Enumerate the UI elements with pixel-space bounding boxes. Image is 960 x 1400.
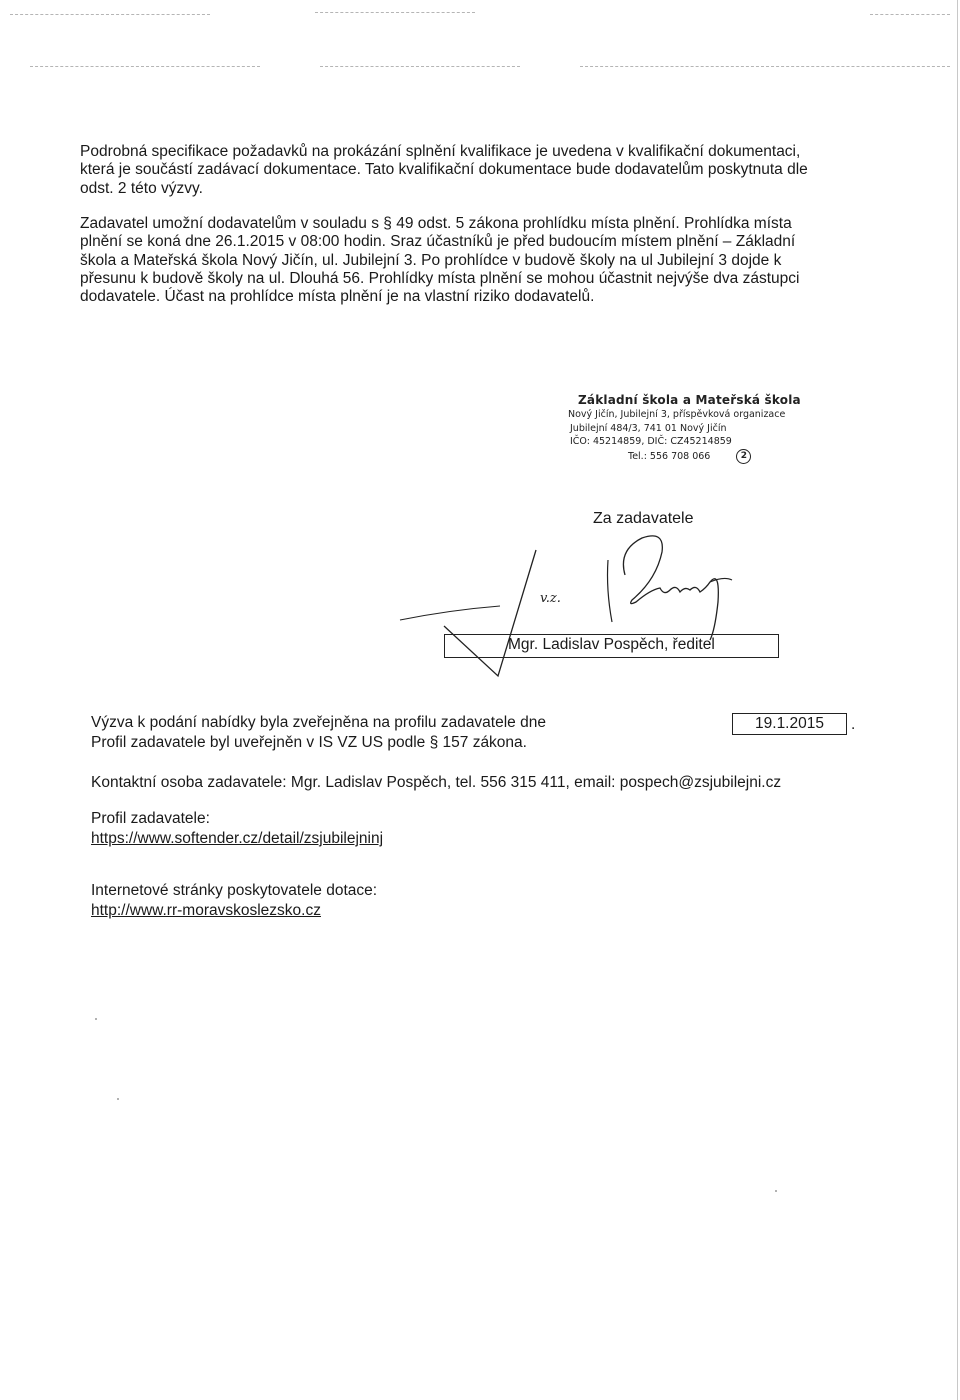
stamp-line-phone xyxy=(568,449,828,464)
school-stamp xyxy=(568,392,828,464)
site-visit-paragraph xyxy=(80,215,840,306)
stamp-line-organization: Nový Jičín, Jubilejní 3, příspěvková organizace xyxy=(568,409,786,420)
scan-artifact-top-5 xyxy=(320,66,520,67)
publication-date-box: 19.1.2015 xyxy=(732,713,847,735)
stamp-title: Základní škola a Mateřská škola xyxy=(578,393,801,407)
signature-prefix: v.z. xyxy=(540,591,561,606)
stamp-line-ids: IČO: 45214859, DIČ: CZ45214859 xyxy=(570,436,732,448)
stamp-line-address: Jubilejní 484/3, 741 01 Nový Jičín xyxy=(570,422,727,434)
scan-artifact-top-4 xyxy=(30,66,260,67)
stamp-phone: Tel.: 556 708 066 xyxy=(628,450,711,462)
profile-label: Profil zadavatele: xyxy=(91,810,210,827)
signatory-name: Mgr. Ladislav Pospěch, ředitel xyxy=(508,636,715,653)
scan-artifact-top-6 xyxy=(580,66,950,67)
scan-artifact-top-2 xyxy=(315,12,475,13)
signature-underline-stroke xyxy=(400,606,500,620)
publication-line: Výzva k podání nabídky byla zveřejněna na profilu zadavatele dne xyxy=(91,714,546,731)
web-link[interactable]: http://www.rr-moravskoslezsko.cz xyxy=(91,902,321,919)
paragraph2-line5: dodavatele. Účast na prohlídce místa plnění je na vlastní riziko dodavatelů. xyxy=(80,288,595,306)
paragraph2-line2: plnění se koná dne 26.1.2015 v 08:00 hodin. Sraz účastníků je před budoucím místem plnění – Základní xyxy=(80,233,796,251)
paragraph2-line4: přesunu k budově školy na ul. Dlouhá 56. Prohlídky místa plnění se mohou účastnit nejvýše dva zástupci xyxy=(80,269,800,287)
handwritten-signature xyxy=(380,530,800,695)
scan-artifact-top-1 xyxy=(10,14,210,15)
signature-vertical-stroke xyxy=(608,560,613,622)
paragraph2-line1: Zadavatel umožní dodavatelům v souladu s § 49 odst. 5 zákona prohlídku místa plnění. Prohlídka místa xyxy=(80,215,792,232)
stamp-number-circle: 2 xyxy=(736,449,751,464)
signature-loops xyxy=(623,536,718,640)
scan-speck-2 xyxy=(117,1098,119,1100)
profile-link[interactable]: https://www.softender.cz/detail/zsjubilejninj xyxy=(91,830,384,847)
contact-person: Kontaktní osoba zadavatele: Mgr. Ladislav Pospěch, tel. 556 315 411, email: pospech@zsjubilejni.cz xyxy=(91,774,782,791)
paragraph1-line2: která je součástí zadávací dokumentace. Tato kvalifikační dokumentace bude dodavatelům poskytnuta dle xyxy=(80,161,808,179)
scan-speck-1 xyxy=(95,1018,97,1020)
publication-date-dot: . xyxy=(851,716,856,733)
specification-paragraph xyxy=(80,143,840,198)
profile-publication-line: Profil zadavatele byl uveřejněn v IS VZ US podle § 157 zákona. xyxy=(91,734,527,751)
scan-right-edge xyxy=(957,0,958,1400)
scan-artifact-top-3 xyxy=(870,14,950,15)
scan-speck-3 xyxy=(775,1190,777,1192)
for-contracting-authority-label: Za zadavatele xyxy=(593,510,694,527)
paragraph1-line3: odst. 2 této výzvy. xyxy=(80,179,203,197)
web-label: Internetové stránky poskytovatele dotace: xyxy=(91,882,378,899)
paragraph2-line3: škola a Mateřská škola Nový Jičín, ul. Jubilejní 3. Po prohlídce v budově školy na ul Jubilejní 3 dojde k xyxy=(80,251,782,269)
paragraph1-line1: Podrobná specifikace požadavků na prokázání splnění kvalifikace je uvedena v kvalifikační dokumentaci, xyxy=(80,143,801,160)
